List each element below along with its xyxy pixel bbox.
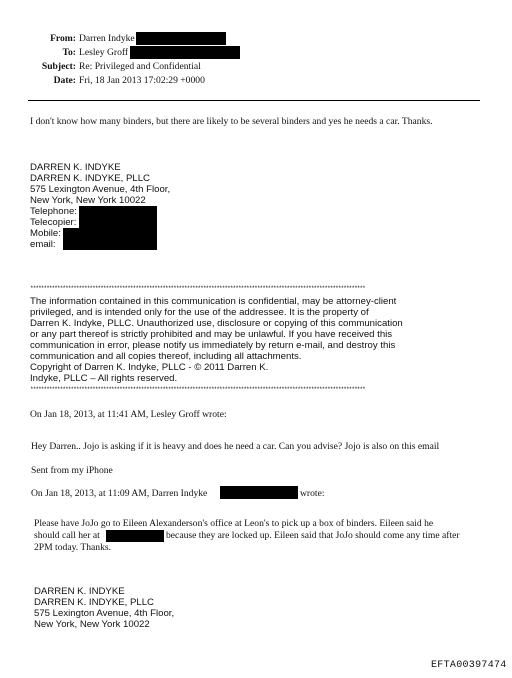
subject-value: Re: Privileged and Confidential xyxy=(79,61,201,72)
document-bates-id: EFTA00397474 xyxy=(431,660,507,671)
subject-label: Subject: xyxy=(41,61,76,72)
date-label: Date: xyxy=(53,75,76,86)
quoted-reply-body: Hey Darren.. Jojo is asking if it is heavy and does he need a car. Can you advise? Jojo is also on this email xyxy=(31,441,440,452)
disclaimer-line: Copyright of Darren K. Indyke, PLLC - © 2011 Darren K. xyxy=(30,362,269,373)
signature-address-line1: 575 Lexington Avenue, 4th Floor, xyxy=(30,184,171,195)
redaction-phone-number xyxy=(106,530,164,542)
nested-reply-body-line3: 2PM today. Thanks. xyxy=(34,542,112,553)
nested-signature-firm: DARREN K. INDYKE, PLLC xyxy=(34,597,154,608)
redaction-phone-numbers xyxy=(79,206,157,228)
nested-reply-body-line2-suffix: because they are locked up. Eileen said that JoJo should come any time after xyxy=(166,530,460,541)
to-value: Lesley Groff xyxy=(79,47,129,58)
signature-telephone-label: Telephone: xyxy=(30,206,77,217)
redaction-from-email xyxy=(136,32,226,45)
quoted-reply-header: On Jan 18, 2013, at 11:41 AM, Lesley Groff wrote: xyxy=(30,409,227,420)
disclaimer-line: privileged, and is intended only for the use of the addressee. It is the property of xyxy=(30,307,369,318)
nested-reply-body-line2-prefix: should call her at xyxy=(34,530,100,541)
disclaimer-line: The information contained in this communication is confidential, may be attorney-client xyxy=(30,296,397,307)
disclaimer-top-stars: **************************************************************************************************************************** xyxy=(30,285,365,292)
from-label: From: xyxy=(50,33,76,44)
disclaimer-bottom-stars: **************************************************************************************************************************** xyxy=(30,386,365,393)
signature-address-line2: New York, New York 10022 xyxy=(30,195,146,206)
disclaimer-line: Indyke, PLLC – All rights reserved. xyxy=(30,373,178,384)
nested-reply-header-suffix: wrote: xyxy=(300,488,325,499)
disclaimer-line: communication and all copies thereof, including all attachments. xyxy=(30,351,302,362)
redaction-mobile-email xyxy=(63,228,157,250)
disclaimer-line: communication in error, please notify us immediately by return e-mail, and destroy this xyxy=(30,340,396,351)
disclaimer-line: or any part thereof is strictly prohibited and may be unlawful. If you have received this xyxy=(30,329,393,340)
signature-email-label: email: xyxy=(30,239,56,250)
nested-reply-header: On Jan 18, 2013, at 11:09 AM, Darren Indyke xyxy=(31,488,208,499)
nested-reply-body-line1: Please have JoJo go to Eileen Alexanderson's office at Leon's to pick up a box of binders. Eileen said he xyxy=(34,518,434,529)
to-label: To: xyxy=(62,47,76,58)
disclaimer-line: Darren K. Indyke, PLLC. Unauthorized use, disclosure or copying of this communication xyxy=(30,318,403,329)
confidentiality-disclaimer xyxy=(30,296,403,384)
nested-signature-name: DARREN K. INDYKE xyxy=(34,586,125,597)
signature-telecopier-label: Telecopier: xyxy=(30,217,77,228)
date-value: Fri, 18 Jan 2013 17:02:29 +0000 xyxy=(79,75,205,86)
from-value: Darren Indyke xyxy=(79,33,135,44)
signature-mobile-label: Mobile: xyxy=(30,228,61,239)
signature-firm: DARREN K. INDYKE, PLLC xyxy=(30,173,150,184)
header-divider xyxy=(28,100,480,101)
email-body-text: I don't know how many binders, but there are likely to be several binders and yes he needs a car. Thanks. xyxy=(30,116,433,127)
nested-signature-address-line1: 575 Lexington Avenue, 4th Floor, xyxy=(34,608,175,619)
signature-name: DARREN K. INDYKE xyxy=(30,162,121,173)
sent-from-signature: Sent from my iPhone xyxy=(31,465,113,476)
redaction-to-email xyxy=(130,46,240,59)
redaction-sender-email xyxy=(220,486,298,499)
nested-signature-block xyxy=(34,586,174,630)
nested-signature-address-line2: New York, New York 10022 xyxy=(34,619,150,630)
